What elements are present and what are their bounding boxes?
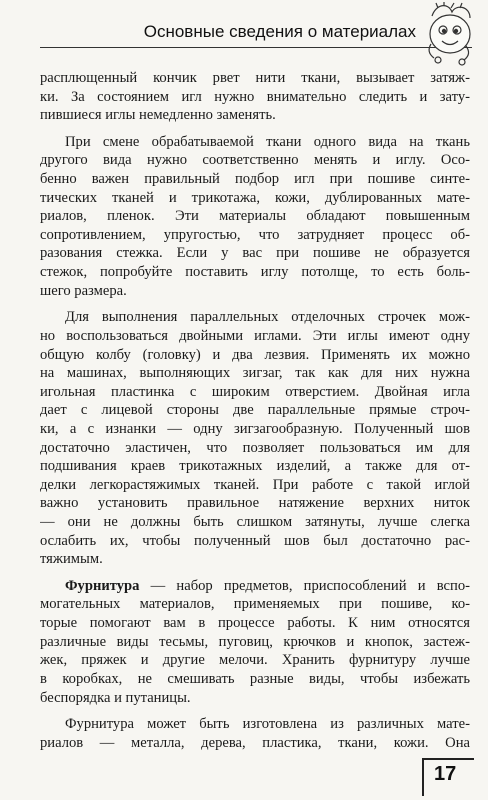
text-line: другого вида нужно соответственно менять и иглу. Осо- — [40, 152, 470, 169]
text-line: сопротивлением, упругостью, что затрудняет процесс об- — [40, 226, 470, 243]
text-line: При смене обрабатываемой ткани одного вида на ткань — [65, 133, 470, 150]
text-line: подшивания краев трикотажных изделий, а также для от- — [40, 458, 470, 475]
text-line: Фурнитура может быть изготовлена из различных мате- — [65, 716, 470, 733]
running-title: Основные сведения о материалах — [143, 22, 416, 41]
text-line: могательных материалов, применяемых при пошиве, ко- — [40, 596, 470, 613]
text-line: риалов — металла, дерева, пластика, ткани, кожи. Она — [40, 734, 470, 751]
text-line: различные виды тесьмы, пуговиц, крючков и кнопок, застеж- — [40, 633, 470, 650]
paragraph-2 — [40, 133, 470, 300]
paragraph-1 — [40, 69, 470, 125]
text-line: ки, а с изнанки — одну зигзагообразную. Полученный шов — [40, 420, 470, 437]
text-line: тических тканей и трикотажа, кожи, дублированных мате- — [40, 189, 470, 206]
text-line: на машинах, выполняющих зигзаг, так как для них нужна — [40, 365, 470, 382]
text-line: торые помогают вам в процессе работы. К ним относятся — [40, 615, 470, 632]
text-line: ки. За состоянием игл нужно внимательно следить и зату- — [40, 88, 470, 105]
text-line: ослабить их, чтобы полученный шов был достаточно рас- — [40, 532, 470, 549]
text-line: в коробках, не смешивать разные виды, чтобы избежать — [40, 670, 470, 687]
text-line: делки легкорастяжимых тканей. При работе с такой иглой — [40, 476, 470, 493]
text-fragment: — набор предметов, приспособлений и вспо- — [139, 577, 470, 594]
text-line: общую колбу (головку) и два лезвия. Применять их можно — [40, 346, 470, 363]
term-bold: Фурнитура — [65, 577, 140, 594]
page-footer — [0, 752, 488, 800]
text-line: но воспользоваться двойными иглами. Эти иглы имеют одну — [40, 327, 470, 344]
body-text — [40, 69, 470, 752]
text-line: бенно важен правильный подбор игл при пошиве синте- — [40, 171, 470, 188]
text-line: — они не должны быть слишком затянуты, лучше слегка — [40, 514, 470, 531]
text-line: пившиеся иглы немедленно заменять. — [40, 107, 276, 124]
text-line: дает с лицевой стороны две параллельные прямые строч- — [40, 402, 470, 419]
text-line: тяжимым. — [40, 551, 103, 568]
text-line: достаточно эластичен, что позволяет пользоваться им для — [40, 439, 470, 456]
paragraph-5 — [40, 715, 470, 752]
page-header — [0, 0, 488, 70]
page-number: 17 — [434, 763, 457, 785]
text-line: важно установить правильное натяжение верхних ниток — [40, 495, 470, 512]
paragraph-3 — [40, 308, 470, 569]
mascot-illustration — [418, 2, 478, 66]
paragraph-4 — [40, 577, 470, 707]
text-line: игольная пластинка с широким отверстием. Двойная игла — [40, 383, 470, 400]
text-line: шего размера. — [40, 282, 127, 299]
text-line: разования стежка. Если у вас при пошиве не образуется — [40, 245, 470, 262]
text-line: Для выполнения параллельных отделочных строчек мож- — [65, 309, 470, 326]
text-line: беспорядка и путаницы. — [40, 689, 191, 706]
header-rule — [40, 47, 472, 48]
text-line: жек, пряжек и другие мелочи. Хранить фурнитуру лучше — [40, 652, 470, 669]
text-line: расплющенный кончик рвет нити ткани, вызывает затяж- — [40, 70, 470, 86]
text-line: стежок, попробуйте поставить иглу потолще, то есть боль- — [40, 264, 470, 281]
text-line: риалов, пленок. Эти материалы обладают повышенным — [40, 208, 470, 225]
text-line — [40, 577, 470, 596]
